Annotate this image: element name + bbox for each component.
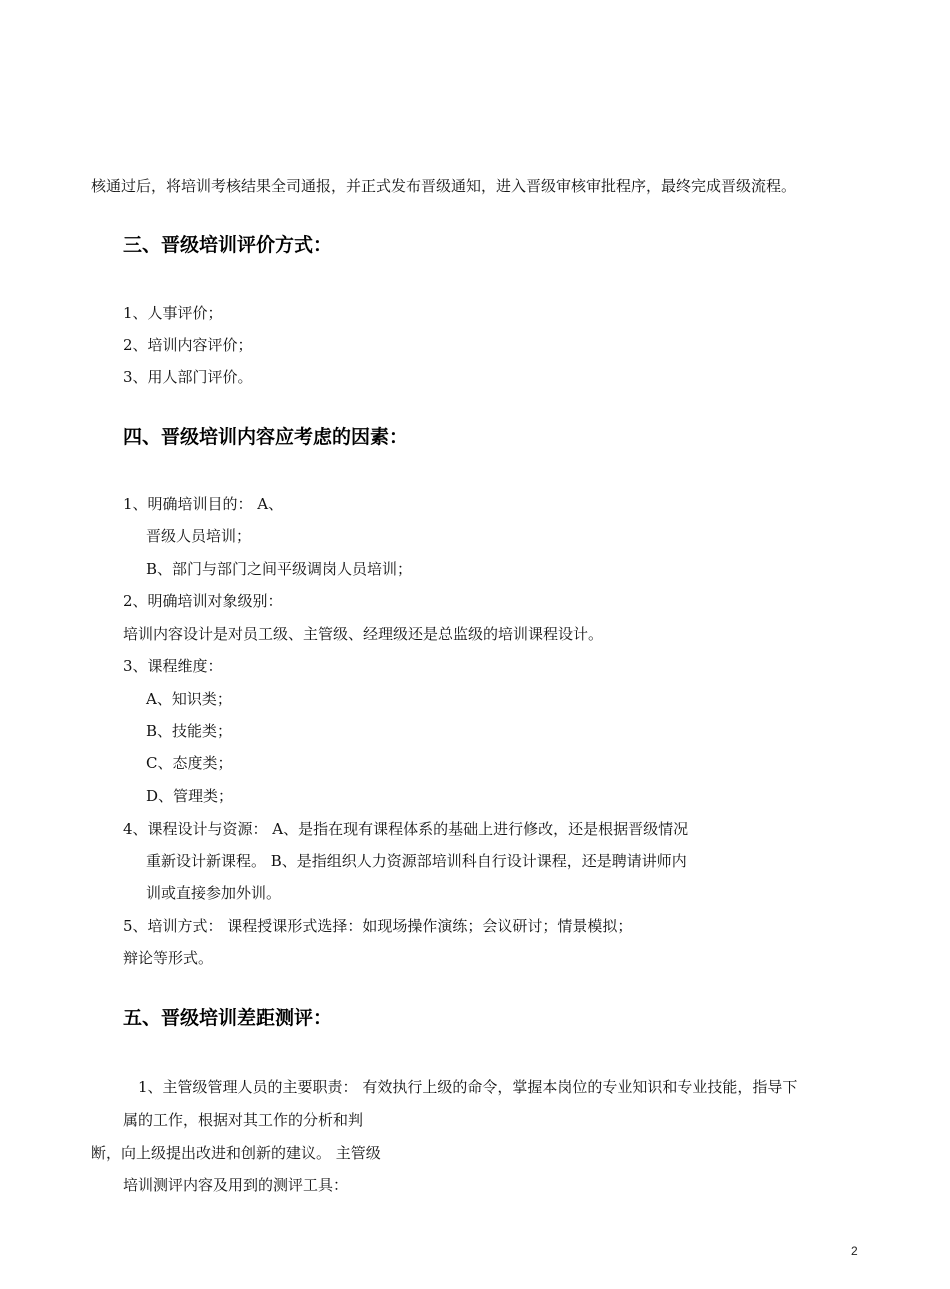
section-4-line: 4、课程设计与资源： A、是指在现有课程体系的基础上进行修改，还是根据晋级情况 [123,820,689,838]
section-5-line: 培训测评内容及用到的测评工具： [123,1176,349,1194]
section-4-line: 1、明确培训目的： A、 [123,495,284,513]
section-4-line: B、技能类； [146,722,233,740]
section-4-line: 训或直接参加外训。 [146,884,282,902]
section-4-line: B、部门与部门之间平级调岗人员培训； [146,560,413,578]
section-3-item: 3、用人部门评价。 [123,368,253,386]
page-number: 2 [851,1244,858,1258]
section-4-line: 培训内容设计是对员工级、主管级、经理级还是总监级的培训课程设计。 [123,625,604,643]
section-4-line: 3、课程维度： [123,657,223,675]
section-5-heading: 五、晋级培训差距测评： [123,1007,333,1029]
section-3-item: 1、人事评价； [123,304,223,322]
section-4-line: 辩论等形式。 [123,949,214,967]
section-4-line: 2、明确培训对象级别： [123,592,283,610]
section-4-heading: 四、晋级培训内容应考虑的因素： [123,426,409,448]
section-4-line: 晋级人员培训； [146,527,252,545]
section-5-line: 属的工作，根据对其工作的分析和判 [123,1111,364,1129]
section-5-line: 断，向上级提出改进和创新的建议。 主管级 [91,1144,381,1162]
intro-paragraph-line: 核通过后，将培训考核结果全司通报，并正式发布晋级通知，进入晋级审核审批程序，最终完成晋级流程。 [91,177,797,195]
section-4-line: A、知识类； [146,690,232,708]
section-3-item: 2、培训内容评价； [123,336,253,354]
section-4-line: C、态度类； [146,754,233,772]
section-3-heading: 三、晋级培训评价方式： [123,234,333,256]
section-4-line: 重新设计新课程。 B、是指组织人力资源部培训科自行设计课程，还是聘请讲师内 [146,852,687,870]
section-4-line: 5、培训方式： 课程授课形式选择：如现场操作演练；会议研讨；情景模拟； [123,917,633,935]
section-4-line: D、管理类； [146,787,234,805]
section-5-line: 1、主管级管理人员的主要职责： 有效执行上级的命令，掌握本岗位的专业知识和专业技能，指导下 [138,1078,798,1096]
